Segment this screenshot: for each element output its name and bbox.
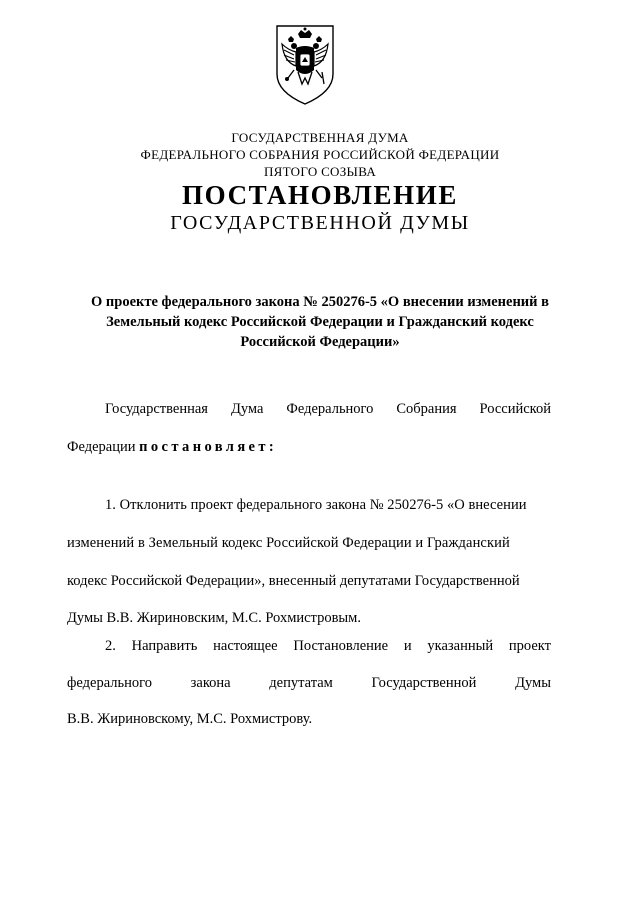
document-title: ПОСТАНОВЛЕНИЕ xyxy=(182,180,458,210)
russian-coat-of-arms-icon xyxy=(274,22,336,106)
item-2-word: федерального xyxy=(67,675,152,691)
header-line-3: ПЯТОГО СОЗЫВА xyxy=(263,164,377,179)
item-2-word: 2. xyxy=(105,638,116,654)
header-line-2: ФЕДЕРАЛЬНОГО СОБРАНИЯ РОССИЙСКОЙ ФЕДЕРАЦИИ xyxy=(140,147,500,162)
subject-line-2: Земельный кодекс Российской Федерации и Гражданский кодекс xyxy=(106,314,534,330)
preamble-word: Российской xyxy=(479,401,551,417)
item-2-word: Думы xyxy=(515,675,551,691)
preamble-prefix: Федерации xyxy=(67,439,136,455)
item-2-word: Постановление xyxy=(293,638,389,654)
item-2-word: Направить xyxy=(131,638,198,654)
preamble-line-2 xyxy=(67,438,277,456)
preamble-word: Федерального xyxy=(286,401,374,417)
item-2-word: и xyxy=(403,638,412,654)
item-1-line-3: кодекс Российской Федерации», внесенный депутатами Государственной xyxy=(67,573,520,589)
preamble-word: Собрания xyxy=(396,401,457,417)
item-2-word: депутатам xyxy=(269,675,333,691)
document-subject xyxy=(70,292,570,352)
item-1-line-2: изменений в Земельный кодекс Российской Федерации и Гражданский xyxy=(67,535,510,551)
item-2-line-3: В.В. Жириновскому, М.С. Рохмистрову. xyxy=(67,711,313,727)
item-1-line-1: 1. Отклонить проект федерального закона № 250276-5 «О внесении xyxy=(105,497,527,513)
subject-line-1: О проекте федерального закона № 250276-5 «О внесении изменений в xyxy=(91,294,549,310)
item-1-line-4: Думы В.В. Жириновским, М.С. Рохмистровым. xyxy=(67,610,361,626)
subject-line-3: Российской Федерации» xyxy=(240,334,400,350)
item-2-word: настоящее xyxy=(213,638,278,654)
header-line-1: ГОСУДАРСТВЕННАЯ ДУМА xyxy=(231,130,409,145)
preamble-word: Государственная xyxy=(105,401,208,417)
item-2-line-2 xyxy=(67,674,551,692)
preamble-word: Дума xyxy=(230,401,264,417)
resolution-verb: постановляет: xyxy=(139,439,278,455)
item-2-line-1 xyxy=(105,637,551,655)
item-2-word: Государственной xyxy=(371,675,477,691)
document-subtitle: ГОСУДАРСТВЕННОЙ ДУМЫ xyxy=(170,212,470,234)
item-2-word: указанный xyxy=(427,638,494,654)
preamble-line-1 xyxy=(105,400,551,418)
item-2-word: проект xyxy=(508,638,551,654)
item-2-word: закона xyxy=(190,675,231,691)
